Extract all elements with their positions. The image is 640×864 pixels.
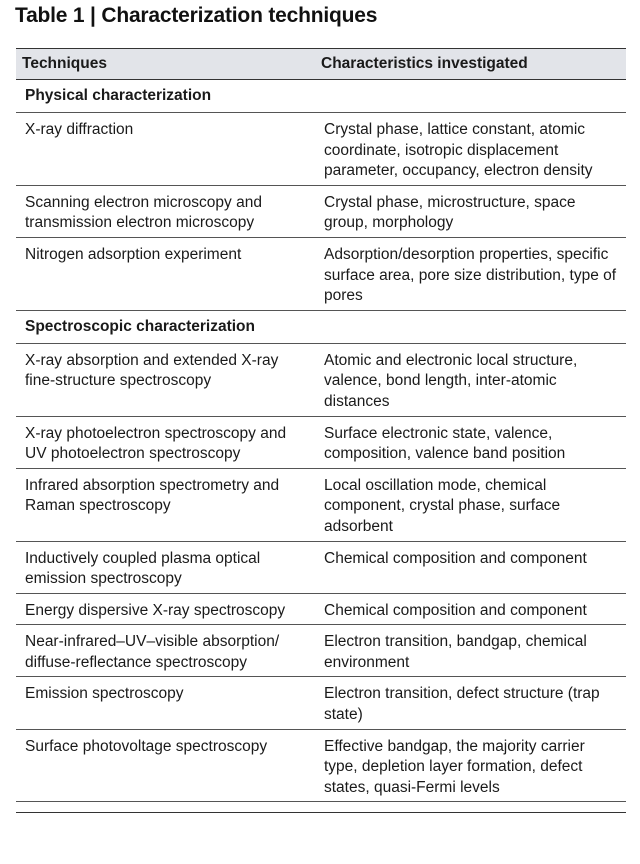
characteristics-cell: Crystal phase, lattice constant, atomic coordinate, isotropic displacement parameter, occupancy, electron density	[314, 113, 626, 186]
table-header-row	[16, 49, 626, 80]
characteristics-cell: Electron transition, defect structure (trap state)	[314, 677, 626, 729]
table-row	[16, 625, 626, 677]
technique-cell: Near-infrared–UV–visible absorption/ diffuse-reflectance spectroscopy	[16, 625, 314, 677]
technique-cell: Surface photovoltage spectroscopy	[16, 729, 314, 802]
table-row	[16, 237, 626, 310]
section-heading-physical	[16, 80, 626, 113]
table-row	[16, 541, 626, 593]
technique-cell: Infrared absorption spectrometry and Raman spectroscopy	[16, 468, 314, 541]
characteristics-cell: Effective bandgap, the majority carrier type, depletion layer formation, defect states, quasi-Fermi levels	[314, 729, 626, 802]
technique-cell: Scanning electron microscopy and transmission electron microscopy	[16, 185, 314, 237]
technique-cell: Nitrogen adsorption experiment	[16, 237, 314, 310]
table-row	[16, 416, 626, 468]
table-row	[16, 802, 626, 813]
technique-cell: X-ray photoelectron spectroscopy and UV photoelectron spectroscopy	[16, 416, 314, 468]
table-row	[16, 677, 626, 729]
technique-cell: Inductively coupled plasma optical emission spectroscopy	[16, 541, 314, 593]
header-characteristics: Characteristics investigated	[314, 49, 626, 80]
characteristics-cell	[314, 802, 626, 813]
characteristics-cell: Surface electronic state, valence, composition, valence band position	[314, 416, 626, 468]
header-techniques: Techniques	[16, 49, 314, 80]
table-row	[16, 729, 626, 802]
characteristics-cell: Crystal phase, microstructure, space group, morphology	[314, 185, 626, 237]
technique-cell	[16, 802, 314, 813]
section-heading: Physical characterization	[16, 80, 626, 113]
characteristics-cell: Atomic and electronic local structure, valence, bond length, inter-atomic distances	[314, 343, 626, 416]
technique-cell: X-ray diffraction	[16, 113, 314, 186]
table-row	[16, 468, 626, 541]
table-row	[16, 343, 626, 416]
characteristics-cell: Chemical composition and component	[314, 593, 626, 625]
table-row	[16, 113, 626, 186]
table-row	[16, 593, 626, 625]
section-heading: Spectroscopic characterization	[16, 310, 626, 343]
table-row	[16, 185, 626, 237]
characterization-table	[16, 48, 626, 813]
table-title: Table 1 | Characterization techniques	[15, 4, 378, 27]
characteristics-cell: Local oscillation mode, chemical component, crystal phase, surface adsorbent	[314, 468, 626, 541]
characteristics-cell: Adsorption/desorption properties, specific surface area, pore size distribution, type of pores	[314, 237, 626, 310]
section-heading-spectroscopic	[16, 310, 626, 343]
characteristics-cell: Chemical composition and component	[314, 541, 626, 593]
technique-cell: X-ray absorption and extended X-ray fine-structure spectroscopy	[16, 343, 314, 416]
characteristics-cell: Electron transition, bandgap, chemical environment	[314, 625, 626, 677]
technique-cell: Energy dispersive X-ray spectroscopy	[16, 593, 314, 625]
technique-cell: Emission spectroscopy	[16, 677, 314, 729]
